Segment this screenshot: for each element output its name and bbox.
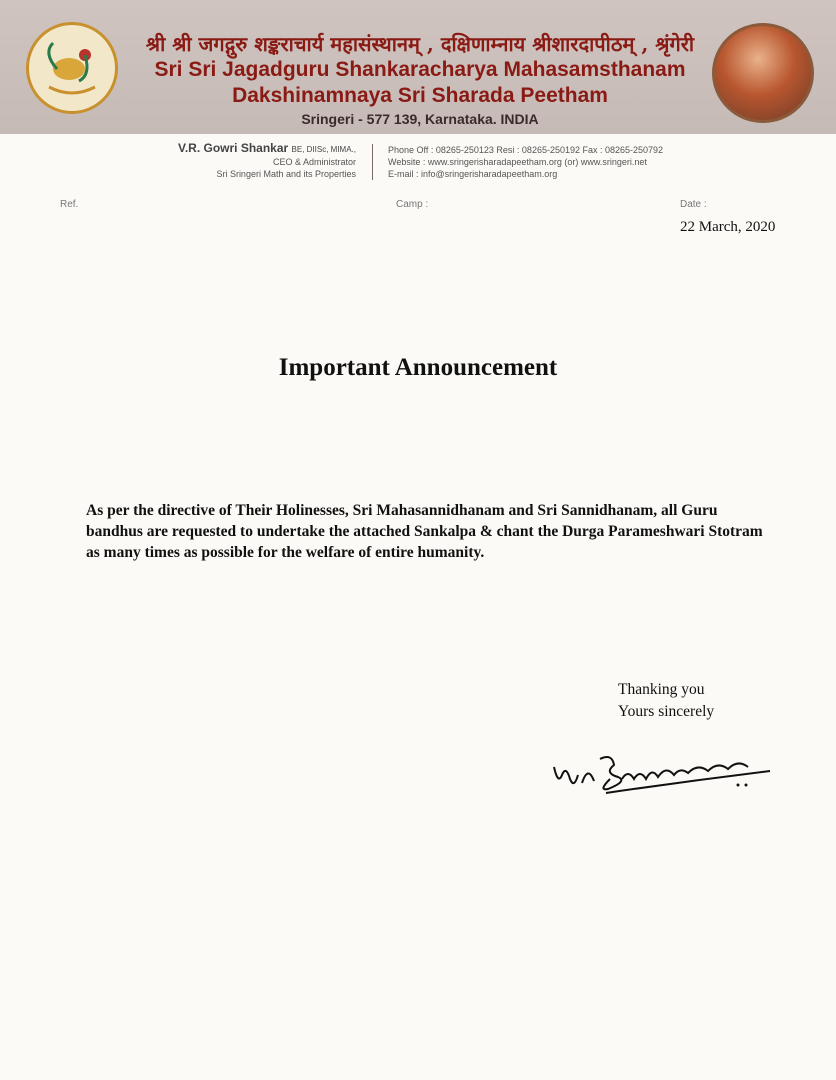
letterhead-devanagari: श्री श्री जगद्गुरु शङ्कराचार्य महासंस्थानम् , दक्षिणाम्नाय श्रीशारदापीठम् , श्रृंगेरी [145,32,695,56]
contact-website: Website : www.sringerisharadapeetham.org (or) www.sringeri.net [388,157,647,167]
contact-email: E-mail : info@sringerisharadapeetham.org [388,169,558,179]
sender-block [178,142,356,180]
ref-label: Ref. [60,199,79,210]
contact-phones: Phone Off : 08265-250123 Resi : 08265-250192 Fax : 08265-250792 [388,145,664,155]
letter-body: As per the directive of Their Holinesses, Sri Mahasannidhanam and Sri Sannidhanam, all Guru bandhus are requested to undertake the attached Sankalpa & chant the Durga Parameshwari Stotram as many times as possible for the welfare of entire humanity. [86,502,763,561]
sender-name: V.R. Gowri Shankar [177,141,289,155]
handwritten-signature [548,745,778,805]
closing-sincerely: Yours sincerely [618,703,715,720]
date-value: 22 March, 2020 [680,219,776,235]
closing-block [618,679,714,723]
date-label: Date : [680,199,707,210]
sender-org: Sri Sringeri Math and its Properties [216,169,356,179]
letterhead-line1: Sri Sri Jagadguru Shankaracharya Mahasamsthanam [154,58,686,81]
closing-thanks: Thanking you [618,681,705,698]
peacock-emblem-logo [26,22,118,114]
sender-qualifications: BE, DIISc, MIMA., [291,145,356,154]
letterhead-line2: Dakshinamnaya Sri Sharada Peetham [232,84,608,107]
peacock-icon [29,25,115,111]
letterhead-address: Sringeri - 577 139, Karnataka. INDIA [301,111,539,127]
letter-title: Important Announcement [278,354,558,381]
contact-block [388,144,663,180]
sender-role: CEO & Administrator [272,157,356,167]
guru-portrait [712,23,814,123]
header-divider [372,144,373,180]
camp-label: Camp : [396,199,429,210]
